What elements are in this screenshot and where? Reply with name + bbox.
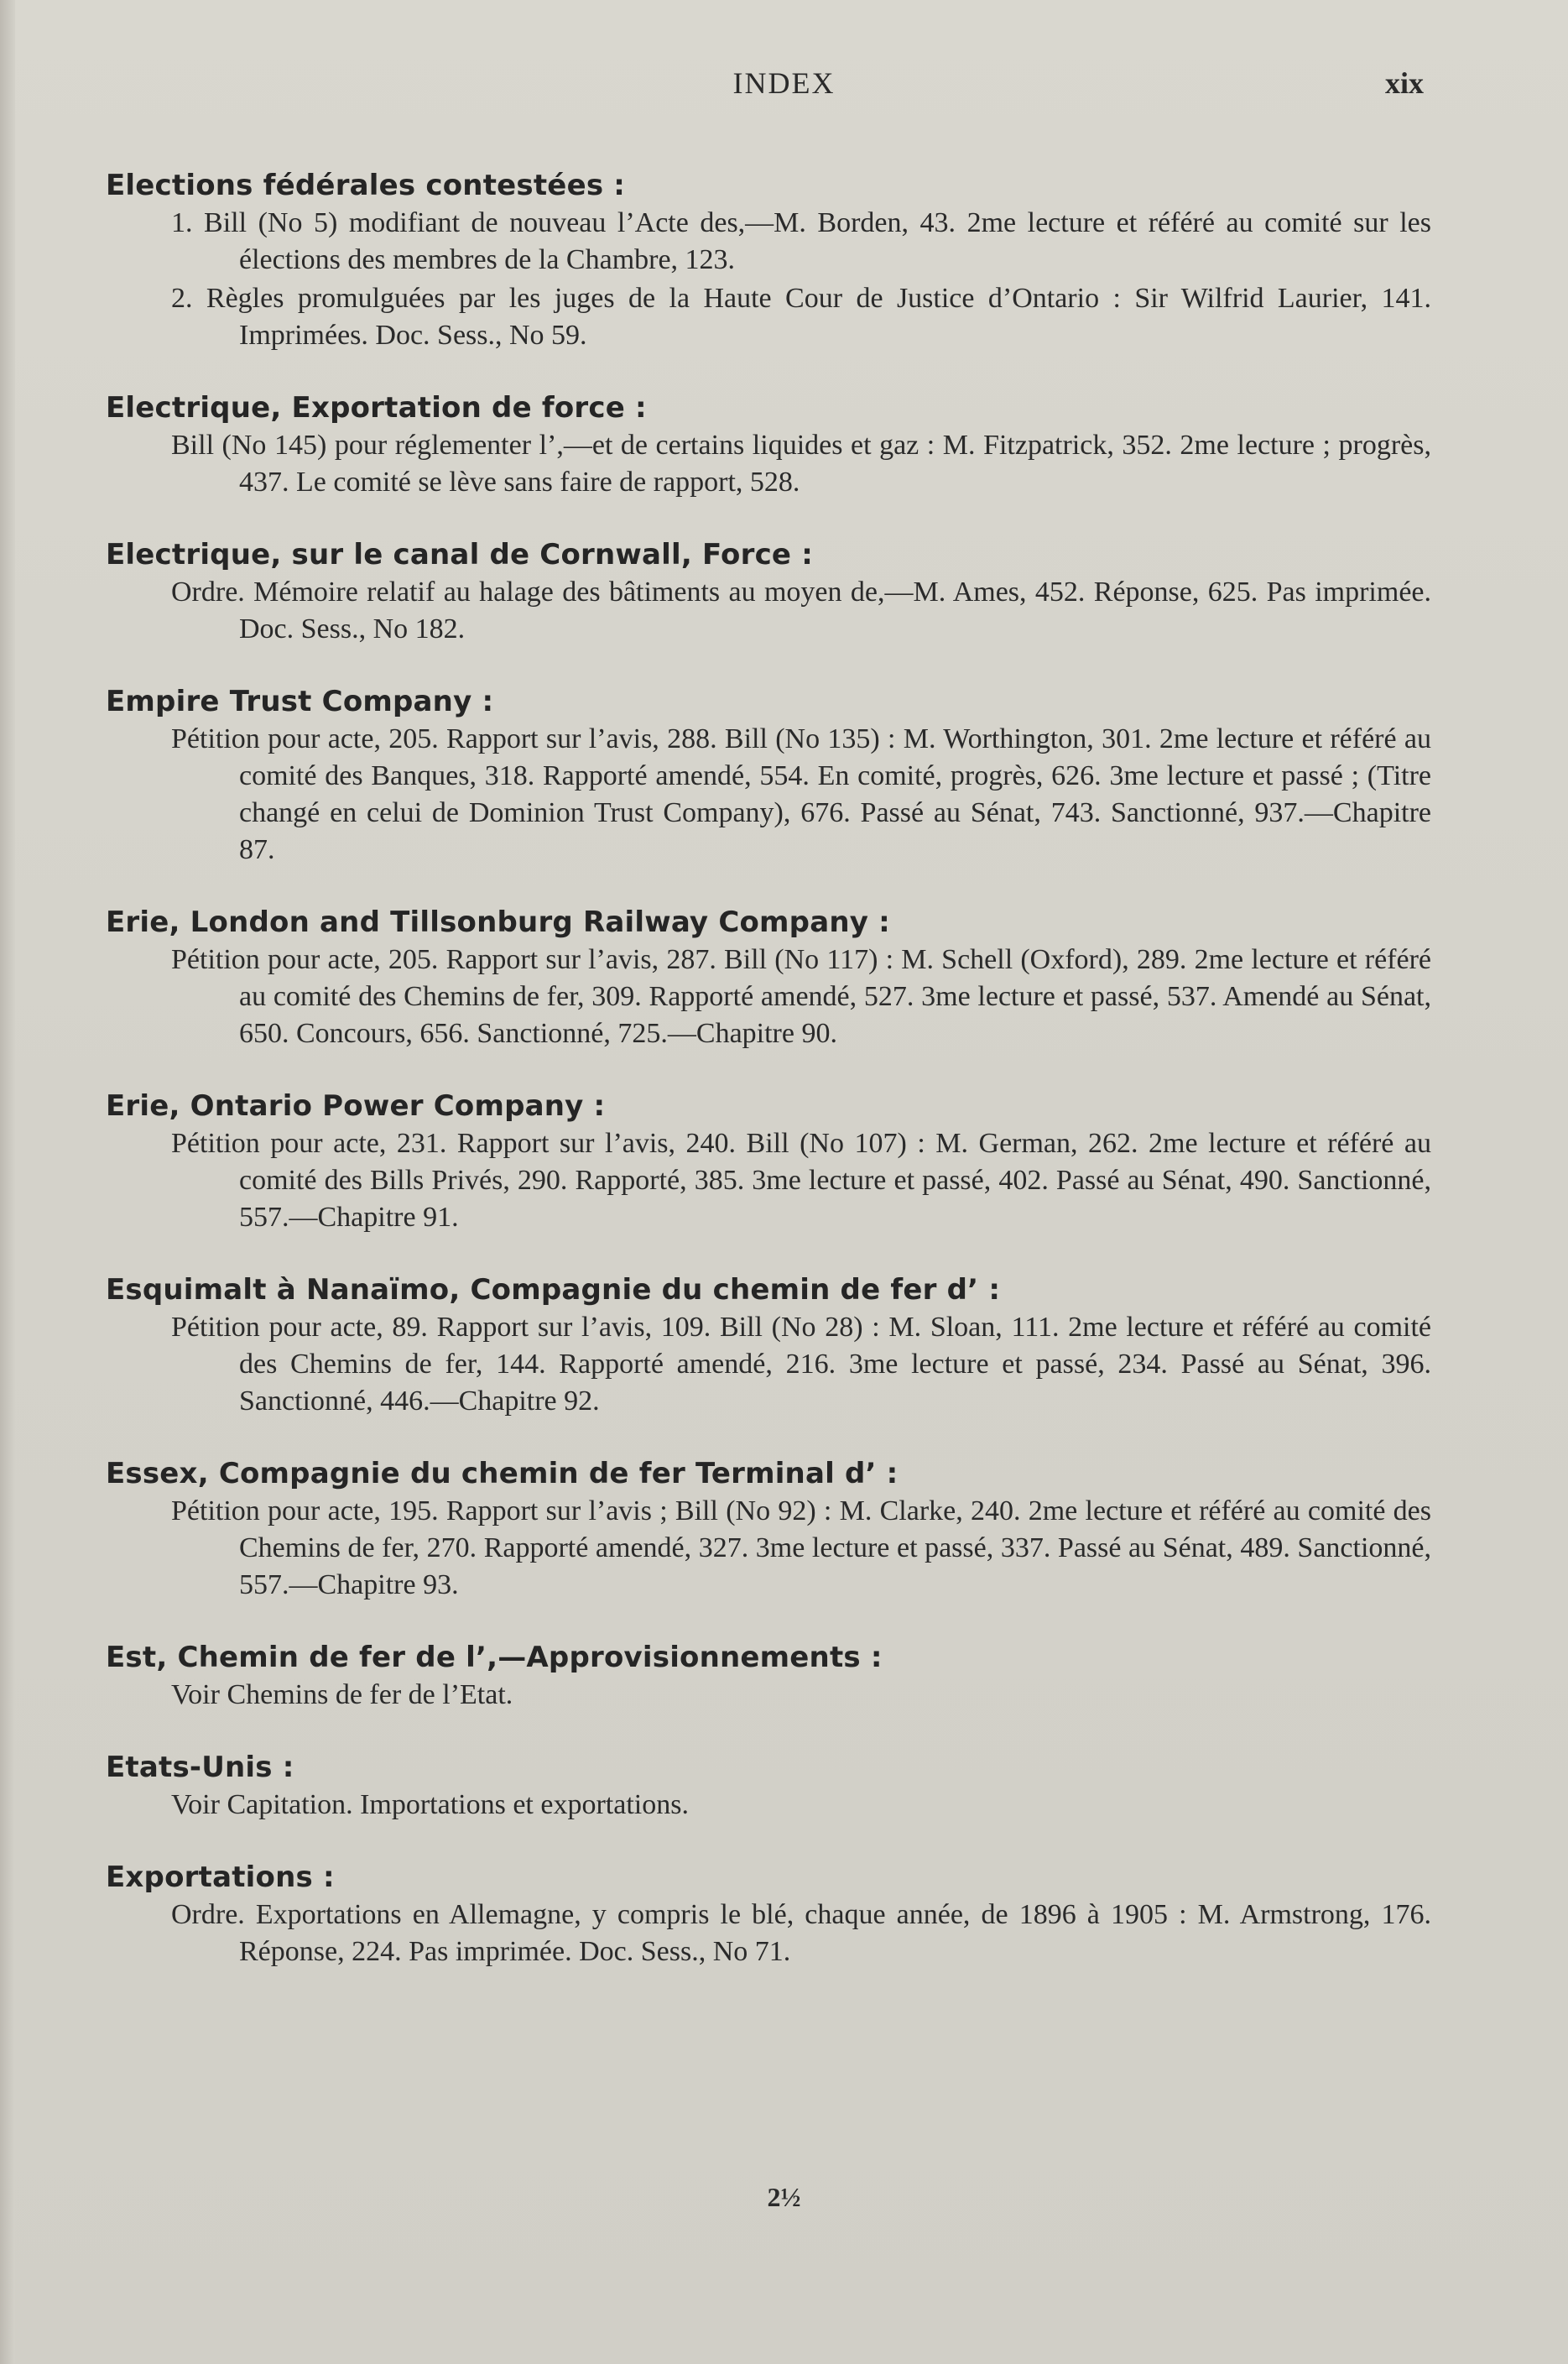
binding-shadow	[0, 0, 15, 2364]
entry-heading: Exportations :	[106, 1860, 335, 1894]
entry-text: Voir Capitation. Importations et exportations.	[171, 1789, 689, 1820]
entry-text: Voir Chemins de fer de l’Etat.	[171, 1679, 513, 1710]
entry-heading: Est, Chemin de fer de l’,—Approvisionnements :	[106, 1641, 883, 1674]
index-entry	[106, 389, 1431, 501]
index-entry	[106, 1638, 1431, 1714]
entry-text: Ordre. Exportations en Allemagne, y compris le blé, chaque année, de 1896 à 1905 : M. Armstrong, 176. Réponse, 224. Pas imprimée. Doc. Sess., No 71.	[171, 1899, 1431, 1967]
entry-heading: Erie, London and Tillsonburg Railway Company :	[106, 905, 890, 939]
page-header	[0, 65, 1568, 107]
index-entry	[106, 1748, 1431, 1824]
index-entry	[106, 1454, 1431, 1604]
index-entry	[106, 1087, 1431, 1236]
entry-heading: Elections fédérales contestées :	[106, 169, 626, 202]
entry-text: Pétition pour acte, 205. Rapport sur l’avis, 288. Bill (No 135) : M. Worthington, 301. 2me lecture et référé au comité des Banques, 318. Rapporté amendé, 554. En comité, progrès, 626. 3me lecture et passé ; (Titre changé en celui de Dominion Trust Company), 676. Passé au Sénat, 743. Sanctionné, 937.—Chapitre 87.	[171, 723, 1431, 865]
entry-text: Pétition pour acte, 231. Rapport sur l’avis, 240. Bill (No 107) : M. German, 262. 2me lecture et référé au comité des Bills Privés, 290. Rapporté, 385. 3me lecture et passé, 402. Passé au Sénat, 490. Sanctionné, 557.—Chapitre 91.	[171, 1128, 1431, 1233]
index-entry	[106, 1858, 1431, 1970]
entry-text: Pétition pour acte, 195. Rapport sur l’avis ; Bill (No 92) : M. Clarke, 240. 2me lecture et référé au comité des Chemins de fer, 270. Rapporté amendé, 327. 3me lecture et passé, 337. Passé au Sénat, 489. Sanctionné, 557.—Chapitre 93.	[171, 1495, 1431, 1600]
index-entry	[106, 535, 1431, 648]
running-title: INDEX	[732, 66, 836, 100]
entry-heading: Electrique, Exportation de force :	[106, 391, 647, 425]
entry-heading: Essex, Compagnie du chemin de fer Terminal d’ :	[106, 1457, 899, 1490]
entry-text: Bill (No 145) pour réglementer l’,—et de certains liquides et gaz : M. Fitzpatrick, 352. 2me lecture ; progrès, 437. Le comité se lève sans faire de rapport, 528.	[171, 430, 1431, 498]
index-entry	[106, 903, 1431, 1052]
signature-mark: 2½	[767, 2182, 801, 2212]
index-entry	[106, 682, 1431, 869]
entry-text: 1. Bill (No 5) modifiant de nouveau l’Acte des,—M. Borden, 43. 2me lecture et référé au comité sur les élections des membres de la Chambre, 123.	[171, 207, 1431, 275]
index-entry	[106, 166, 1431, 354]
entry-heading: Empire Trust Company :	[106, 685, 494, 718]
entry-heading: Erie, Ontario Power Company :	[106, 1089, 606, 1123]
entry-text: Pétition pour acte, 89. Rapport sur l’avis, 109. Bill (No 28) : M. Sloan, 111. 2me lecture et référé au comité des Chemins de fer, 144. Rapporté amendé, 216. 3me lecture et passé, 234. Passé au Sénat, 396. Sanctionné, 446.—Chapitre 92.	[171, 1312, 1431, 1417]
entry-text: Pétition pour acte, 205. Rapport sur l’avis, 287. Bill (No 117) : M. Schell (Oxford), 289. 2me lecture et référé au comité des Chemins de fer, 309. Rapporté amendé, 527. 3me lecture et passé, 537. Amendé au Sénat, 650. Concours, 656. Sanctionné, 725.—Chapitre 90.	[171, 944, 1431, 1049]
index-entries	[106, 166, 1431, 2005]
entry-text: 2. Règles promulguées par les juges de la Haute Cour de Justice d’Ontario : Sir Wilfrid Laurier, 141. Imprimées. Doc. Sess., No 59.	[171, 283, 1431, 351]
entry-text: Ordre. Mémoire relatif au halage des bâtiments au moyen de,—M. Ames, 452. Réponse, 625. Pas imprimée. Doc. Sess., No 182.	[171, 577, 1431, 644]
entry-heading: Electrique, sur le canal de Cornwall, Force :	[106, 538, 814, 571]
index-entry	[106, 1271, 1431, 1420]
entry-heading: Etats-Unis :	[106, 1751, 294, 1784]
entry-heading: Esquimalt à Nanaïmo, Compagnie du chemin de fer d’ :	[106, 1273, 1001, 1307]
page-number: xix	[1384, 66, 1424, 100]
